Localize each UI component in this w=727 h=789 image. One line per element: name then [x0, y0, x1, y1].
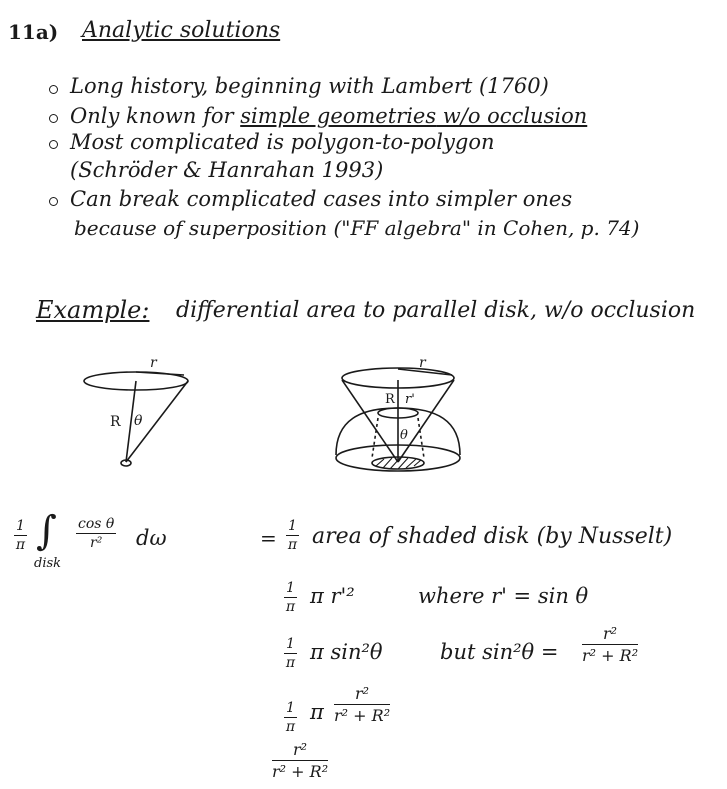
- r2-over-r2-plus-R2-b: $\frac{\text{r²}}{\text{r² + R²}}$: [334, 684, 391, 725]
- bullet-3-line2: (Schröder & Hanrahan 1993): [70, 158, 384, 182]
- bullet-2-underlined: simple geometries: [240, 104, 437, 128]
- right-label-r: r: [419, 355, 426, 371]
- example-label: Example:: [36, 296, 150, 324]
- r2-over-r2-plus-R2-final: $\frac{\text{r²}}{\text{r² + R²}}$: [272, 740, 329, 781]
- d-omega: dω: [136, 526, 167, 550]
- bullet-4-line2: because of superposition ("FF algebra" in Cohen, p. 74): [74, 216, 640, 240]
- bullet-4-line1: Can break complicated cases into simpler ones: [70, 187, 573, 211]
- equals-sign: =: [260, 526, 277, 550]
- bullet-2-pre: Only known for: [70, 104, 241, 128]
- where-text: where r' = sin θ: [418, 584, 589, 608]
- pi-symbol: π: [310, 700, 324, 724]
- one-over-pi-3: $\frac{1}{\pi}$: [285, 580, 296, 615]
- area-text: area of shaded disk (by Nusselt): [312, 524, 673, 549]
- right-label-R: R: [385, 392, 395, 407]
- slide-number: 11a): [8, 20, 59, 44]
- left-label-R: R: [110, 414, 121, 430]
- integral-subscript-disk: disk: [34, 556, 62, 571]
- left-label-theta: θ: [134, 413, 143, 429]
- right-figure: [336, 368, 460, 471]
- but-text: but sin²θ =: [440, 640, 559, 664]
- example-description: differential area to parallel disk, w/o occlusion: [176, 298, 696, 323]
- left-label-r: r: [150, 355, 157, 371]
- integral-sign: ∫: [36, 508, 57, 554]
- r2-over-r2-plus-R2-a: $\frac{\text{r²}}{\text{r² + R²}}$: [582, 624, 639, 665]
- right-label-rprime: r': [405, 392, 415, 407]
- pi-sin-squared: π sin²θ: [310, 640, 383, 664]
- bullet-3-line1: Most complicated is polygon-to-polygon: [70, 130, 495, 154]
- one-over-pi-5: $\frac{1}{\pi}$: [285, 700, 296, 735]
- page-title: Analytic solutions: [82, 18, 281, 43]
- bullet-1: Long history, beginning with Lambert (1760): [70, 74, 549, 98]
- pi-r-prime-squared: π r'²: [310, 584, 355, 608]
- one-over-pi-2: $\frac{1}{\pi}$: [287, 518, 298, 553]
- one-over-pi-4: $\frac{1}{\pi}$: [285, 636, 296, 671]
- right-label-theta: θ: [400, 428, 408, 443]
- bullet-2-post: w/o occlusion: [436, 104, 588, 128]
- cos-over-r2: $\frac{\text{cos θ}}{\text{r²}}$: [78, 516, 115, 551]
- one-over-pi-1: $\frac{1}{\pi}$: [15, 518, 26, 553]
